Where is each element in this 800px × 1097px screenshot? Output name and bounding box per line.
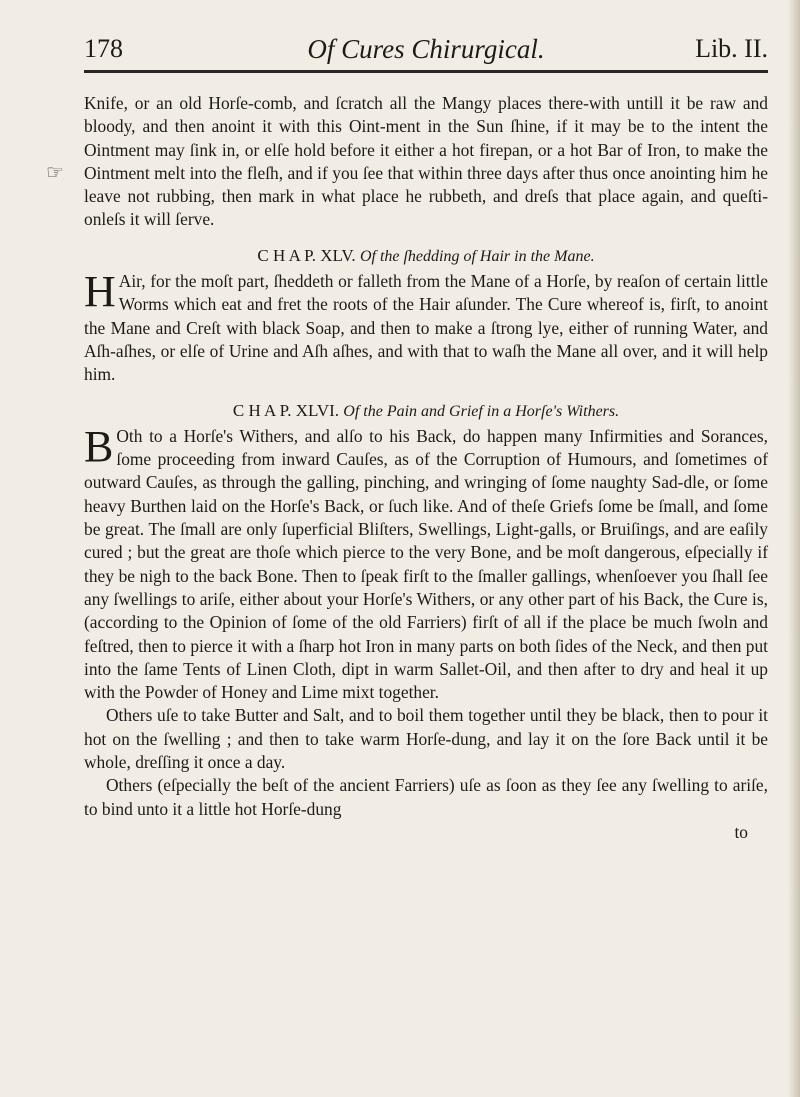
book-section: Lib. II. <box>695 34 768 63</box>
body-text <box>84 92 768 844</box>
chapter-46-heading <box>84 399 768 423</box>
page-number: 178 <box>84 34 123 63</box>
chapter-46-number: C H A P. XLVI. <box>232 400 340 420</box>
chapter-46-paragraph-3: Others (eſpecially the beſt of the ancient Farriers) uſe as ſoon as they ſee any ſwelling to ariſe, to bind unto it a little hot Horſe-dung <box>84 775 768 819</box>
drop-cap-h: H <box>84 267 116 317</box>
chapter-45-text: Air, for the moſt part, ſheddeth or falleth from the Mane of a Horſe, by reaſon of certain little Worms which eat and fret the roots of the Hair aſunder. The Cure whereof is, firſt, to anoint the Mane and Creſt with black Soap, and then to make a ſtrong lye, either of running Water, and Aſh-aſhes, or elſe of Urine and Aſh aſhes, and with that to waſh the Mane all over, and it will help him. <box>84 271 768 385</box>
pointing-hand-icon: ☞ <box>46 162 64 184</box>
running-header <box>84 34 768 70</box>
catchword: to <box>734 821 748 842</box>
header-rule <box>84 70 768 73</box>
chapter-45-paragraph <box>84 267 768 386</box>
drop-cap-b: B <box>84 421 114 471</box>
chapter-46-paragraph-1 <box>84 421 768 705</box>
chapter-46-subtitle: Of the Pain and Grief in a Horſe's Withers. <box>343 402 620 420</box>
opening-paragraph: Knife, or an old Horſe-comb, and ſcratch all the Mangy places there-with untill it be raw and bloody, and then anoint it with this Oint-ment in the Sun ſhine, if it may be to the intent the Ointment may ſink in, or elſe hold before it either a hot firepan, or a hot Bar of Iron, to make the Ointment melt into the fleſh, and if you ſee that within three days after thus once anointing him he leave not rubbing, then mark in what place he rubbeth, and dreſs that place again, and queſti-onleſs it will ſerve. <box>84 93 768 230</box>
chapter-45-subtitle: Of the ſhedding of Hair in the Mane. <box>359 247 595 265</box>
chapter-45-heading <box>84 244 768 268</box>
running-title: Of Cures Chirurgical. <box>307 34 545 64</box>
page-edge-shadow <box>788 0 800 1097</box>
chapter-46-paragraph-2: Others uſe to take Butter and Salt, and to boil them together until they be black, then to pour it hot on the ſwelling ; and then to take warm Horſe-dung, and lay it on the ſore Back until it be whole, dreſſing it once a day. <box>84 705 768 773</box>
chapter-45-number: C H A P. XLV. <box>257 245 356 265</box>
chapter-46-text-1: Oth to a Horſe's Withers, and alſo to his Back, do happen many Infirmities and Sorances, ſome proceeding from inward Cauſes, as of the Corruption of Humours, and ſometimes of outward Cauſes, as through the galling, pinching, and wringing of ſome naughty Sad-dle, or ſome heavy Burthen laid on the Horſe's Back, or ſuch like. And of theſe Griefs ſome be ſmall, and ſome be great. The ſmall are only ſuperficial Bliſters, Swellings, Light-galls, or Bruiſings, and are eaſily cured ; but the great are thoſe which pierce to the very Bone, and be moſt dangerous, eſpecially if they be nigh to the back Bone. Then to ſpeak firſt to the ſmaller gallings, whenſoever you ſhall ſee any ſwellings to ariſe, either about your Horſe's Withers, or any other part of his Back, the Cure is, (according to the Opinion of ſome of the old Farriers) firſt of all if the place be much ſwoln and feſtred, then to pierce it with a ſharp hot Iron in many parts on both ſides of the Neck, and then put into the ſame Tents of Linen Cloth, dipt in warm Sallet-Oil, and then after to dry and heal it up with the Powder of Honey and Lime mixt together. <box>84 425 768 703</box>
